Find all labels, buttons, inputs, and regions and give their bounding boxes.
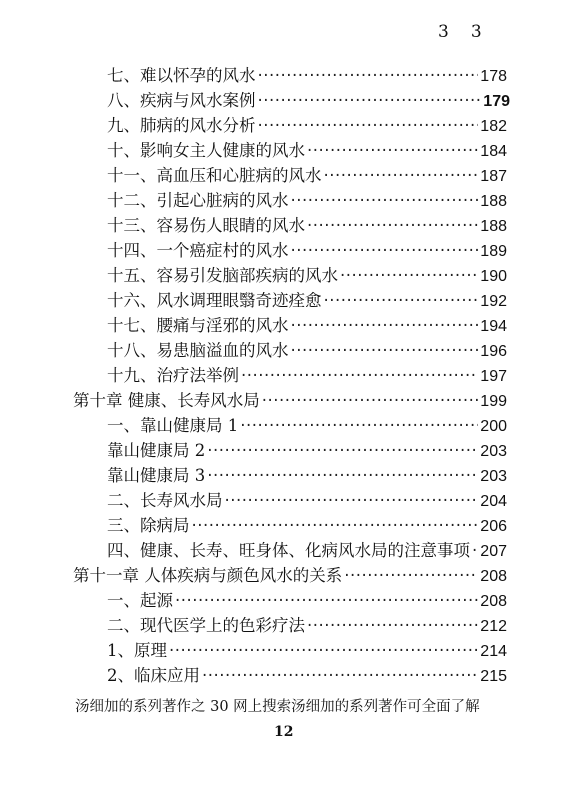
header-number-right: 3 bbox=[470, 22, 482, 42]
toc-entry-page: 184 bbox=[480, 143, 507, 160]
toc-entry[interactable] bbox=[107, 238, 507, 264]
leader-dots bbox=[225, 488, 479, 514]
toc-entry-page: 203 bbox=[480, 443, 507, 460]
toc-entry[interactable] bbox=[107, 413, 507, 439]
leader-dots bbox=[240, 413, 478, 439]
toc-entry-title: 四、健康、长寿、旺身体、化病风水局的注意事项 bbox=[107, 541, 470, 560]
leader-dots bbox=[175, 588, 478, 614]
toc-entry[interactable] bbox=[107, 513, 507, 539]
toc-entry[interactable] bbox=[107, 113, 507, 139]
toc-entry-page: 199 bbox=[480, 393, 507, 410]
toc-entry-title: 1、原理 bbox=[107, 641, 167, 660]
leader-dots bbox=[291, 338, 479, 364]
toc-entry-page: 188 bbox=[480, 193, 507, 210]
header-numbers bbox=[438, 22, 504, 42]
toc-entry-page: 178 bbox=[480, 68, 507, 85]
leader-dots bbox=[258, 63, 479, 89]
leader-dots bbox=[169, 638, 478, 664]
toc-entry-page: 188 bbox=[480, 218, 507, 235]
toc-entry-title: 十四、一个癌症村的风水 bbox=[107, 241, 289, 260]
toc-entry-page: 189 bbox=[480, 243, 507, 260]
leader-dots bbox=[324, 288, 479, 314]
toc-entry[interactable] bbox=[107, 638, 507, 664]
leader-dots bbox=[262, 388, 479, 414]
toc-entry-title: 二、长寿风水局 bbox=[107, 491, 223, 510]
toc-entry-page: 200 bbox=[480, 418, 507, 435]
toc-entry-page: 206 bbox=[480, 518, 507, 535]
toc-entry-page: 196 bbox=[480, 343, 507, 360]
toc-entry-title: 第十一章 人体疾病与颜色风水的关系 bbox=[73, 566, 343, 585]
toc-entry-title: 十六、风水调理眼翳奇迹痊愈 bbox=[107, 291, 322, 310]
toc-entry[interactable] bbox=[107, 313, 507, 339]
toc-entry-title: 十八、易患脑溢血的风水 bbox=[107, 341, 289, 360]
toc-entry-title: 三、除病局 bbox=[107, 516, 190, 535]
leader-dots bbox=[472, 538, 478, 564]
toc-entry[interactable] bbox=[107, 288, 507, 314]
series-footer-note: 汤细加的系列著作之 30 网上搜索汤细加的系列著作可全面了解 bbox=[75, 699, 480, 715]
toc-entry-title: 十五、容易引发脑部疾病的风水 bbox=[107, 266, 338, 285]
toc-entry[interactable] bbox=[107, 163, 507, 189]
toc-entry-title: 十一、高血压和心脏病的风水 bbox=[107, 166, 322, 185]
leader-dots bbox=[291, 313, 479, 339]
toc-entry[interactable] bbox=[107, 338, 507, 364]
toc-entry[interactable] bbox=[107, 138, 507, 164]
leader-dots bbox=[192, 513, 479, 539]
toc-entry-title: 二、现代医学上的色彩疗法 bbox=[107, 616, 305, 635]
toc-entry-page: 203 bbox=[480, 468, 507, 485]
leader-dots bbox=[291, 238, 479, 264]
toc-entry-page: 204 bbox=[480, 493, 507, 510]
toc-entry-page: 212 bbox=[480, 618, 507, 635]
toc-entry[interactable] bbox=[107, 438, 507, 464]
toc-entry[interactable] bbox=[107, 613, 507, 639]
toc-entry[interactable] bbox=[107, 538, 507, 564]
toc-entry-page: 190 bbox=[480, 268, 507, 285]
leader-dots bbox=[207, 438, 478, 464]
leader-dots bbox=[324, 163, 479, 189]
toc-entry-title: 靠山健康局 3 bbox=[107, 466, 206, 485]
toc-entry-title: 十三、容易伤人眼睛的风水 bbox=[107, 216, 305, 235]
leader-dots bbox=[207, 463, 478, 489]
toc-entry[interactable] bbox=[107, 88, 510, 114]
toc-entry-page: 192 bbox=[480, 293, 507, 310]
toc-entry-title: 靠山健康局 2 bbox=[107, 441, 206, 460]
toc-entry-title: 一、靠山健康局 1 bbox=[107, 416, 239, 435]
toc-entry-page: 187 bbox=[480, 168, 507, 185]
toc-entry[interactable] bbox=[107, 463, 507, 489]
leader-dots bbox=[344, 563, 478, 589]
toc-entry-page: 214 bbox=[480, 643, 507, 660]
toc-entry-title: 八、疾病与风水案例 bbox=[107, 91, 256, 110]
leader-dots bbox=[307, 138, 478, 164]
toc-entry-page: 197 bbox=[480, 368, 507, 385]
toc-entry-title: 七、难以怀孕的风水 bbox=[107, 66, 256, 85]
leader-dots bbox=[202, 663, 478, 689]
toc-entry-page: 208 bbox=[480, 568, 507, 585]
header-number-left: 3 bbox=[438, 22, 449, 42]
toc-entry-title: 一、起源 bbox=[107, 591, 173, 610]
leader-dots bbox=[258, 88, 482, 114]
toc-entry-page: 179 bbox=[483, 93, 510, 110]
toc-entry[interactable] bbox=[107, 663, 507, 689]
page-number: 12 bbox=[274, 724, 294, 740]
toc-entry[interactable] bbox=[107, 363, 507, 389]
toc-chapter-entry[interactable] bbox=[73, 563, 507, 589]
leader-dots bbox=[307, 613, 478, 639]
leader-dots bbox=[241, 363, 478, 389]
toc-entry-title: 九、肺病的风水分析 bbox=[107, 116, 256, 135]
toc-entry-title: 十七、腰痛与淫邪的风水 bbox=[107, 316, 289, 335]
toc-chapter-entry[interactable] bbox=[73, 388, 507, 414]
toc-entry-page: 215 bbox=[480, 668, 507, 685]
toc-entry[interactable] bbox=[107, 263, 507, 289]
toc-entry-title: 2、临床应用 bbox=[107, 666, 200, 685]
toc-entry-title: 十九、治疗法举例 bbox=[107, 366, 239, 385]
toc-entry-page: 208 bbox=[480, 593, 507, 610]
toc-entry[interactable] bbox=[107, 588, 507, 614]
toc-entry-title: 十二、引起心脏病的风水 bbox=[107, 191, 289, 210]
toc-entry[interactable] bbox=[107, 188, 507, 214]
toc-entry[interactable] bbox=[107, 488, 507, 514]
toc-entry[interactable] bbox=[107, 213, 507, 239]
toc-entry-page: 182 bbox=[480, 118, 507, 135]
toc-entry-page: 207 bbox=[480, 543, 507, 560]
leader-dots bbox=[307, 213, 478, 239]
leader-dots bbox=[258, 113, 479, 139]
toc-entry-title: 第十章 健康、长寿风水局 bbox=[73, 391, 260, 410]
leader-dots bbox=[340, 263, 478, 289]
toc-entry-title: 十、影响女主人健康的风水 bbox=[107, 141, 305, 160]
toc-entry-page: 194 bbox=[480, 318, 507, 335]
leader-dots bbox=[291, 188, 479, 214]
toc-entry[interactable] bbox=[107, 63, 507, 89]
